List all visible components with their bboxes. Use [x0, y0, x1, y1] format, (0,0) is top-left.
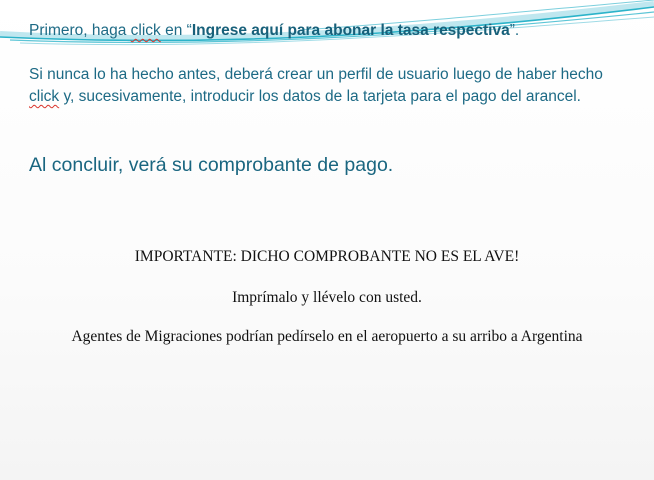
instruction-paragraph-1 [29, 20, 629, 42]
p2-click-word: click [29, 88, 60, 105]
p1-bold-link-text: Ingrese aquí para abonar la tasa respectiva [191, 22, 510, 39]
p1-suffix: ”. [509, 22, 520, 39]
important-note: IMPORTANTE: DICHO COMPROBANTE NO ES EL AVE! [134, 248, 520, 265]
p1-prefix: Primero, haga [29, 22, 131, 39]
agents-note: Agentes de Migraciones podrían pedírselo en el aeropuerto a su arribo a Argentina [71, 328, 583, 345]
p2-part1: Si nunca lo ha hecho antes, deberá crear un perfil de usuario luego de haber hecho [29, 66, 603, 83]
instruction-paragraph-3: Al concluir, verá su comprobante de pago. [29, 154, 394, 176]
p1-middle: en “ [160, 22, 192, 39]
p2-part2: y, sucesivamente, introducir los datos de la tarjeta para el pago del arancel. [59, 88, 581, 105]
instruction-paragraph-2 [29, 64, 629, 108]
print-note: Imprímalo y llévelo con usted. [232, 289, 422, 306]
p1-click-word: click [130, 22, 161, 39]
